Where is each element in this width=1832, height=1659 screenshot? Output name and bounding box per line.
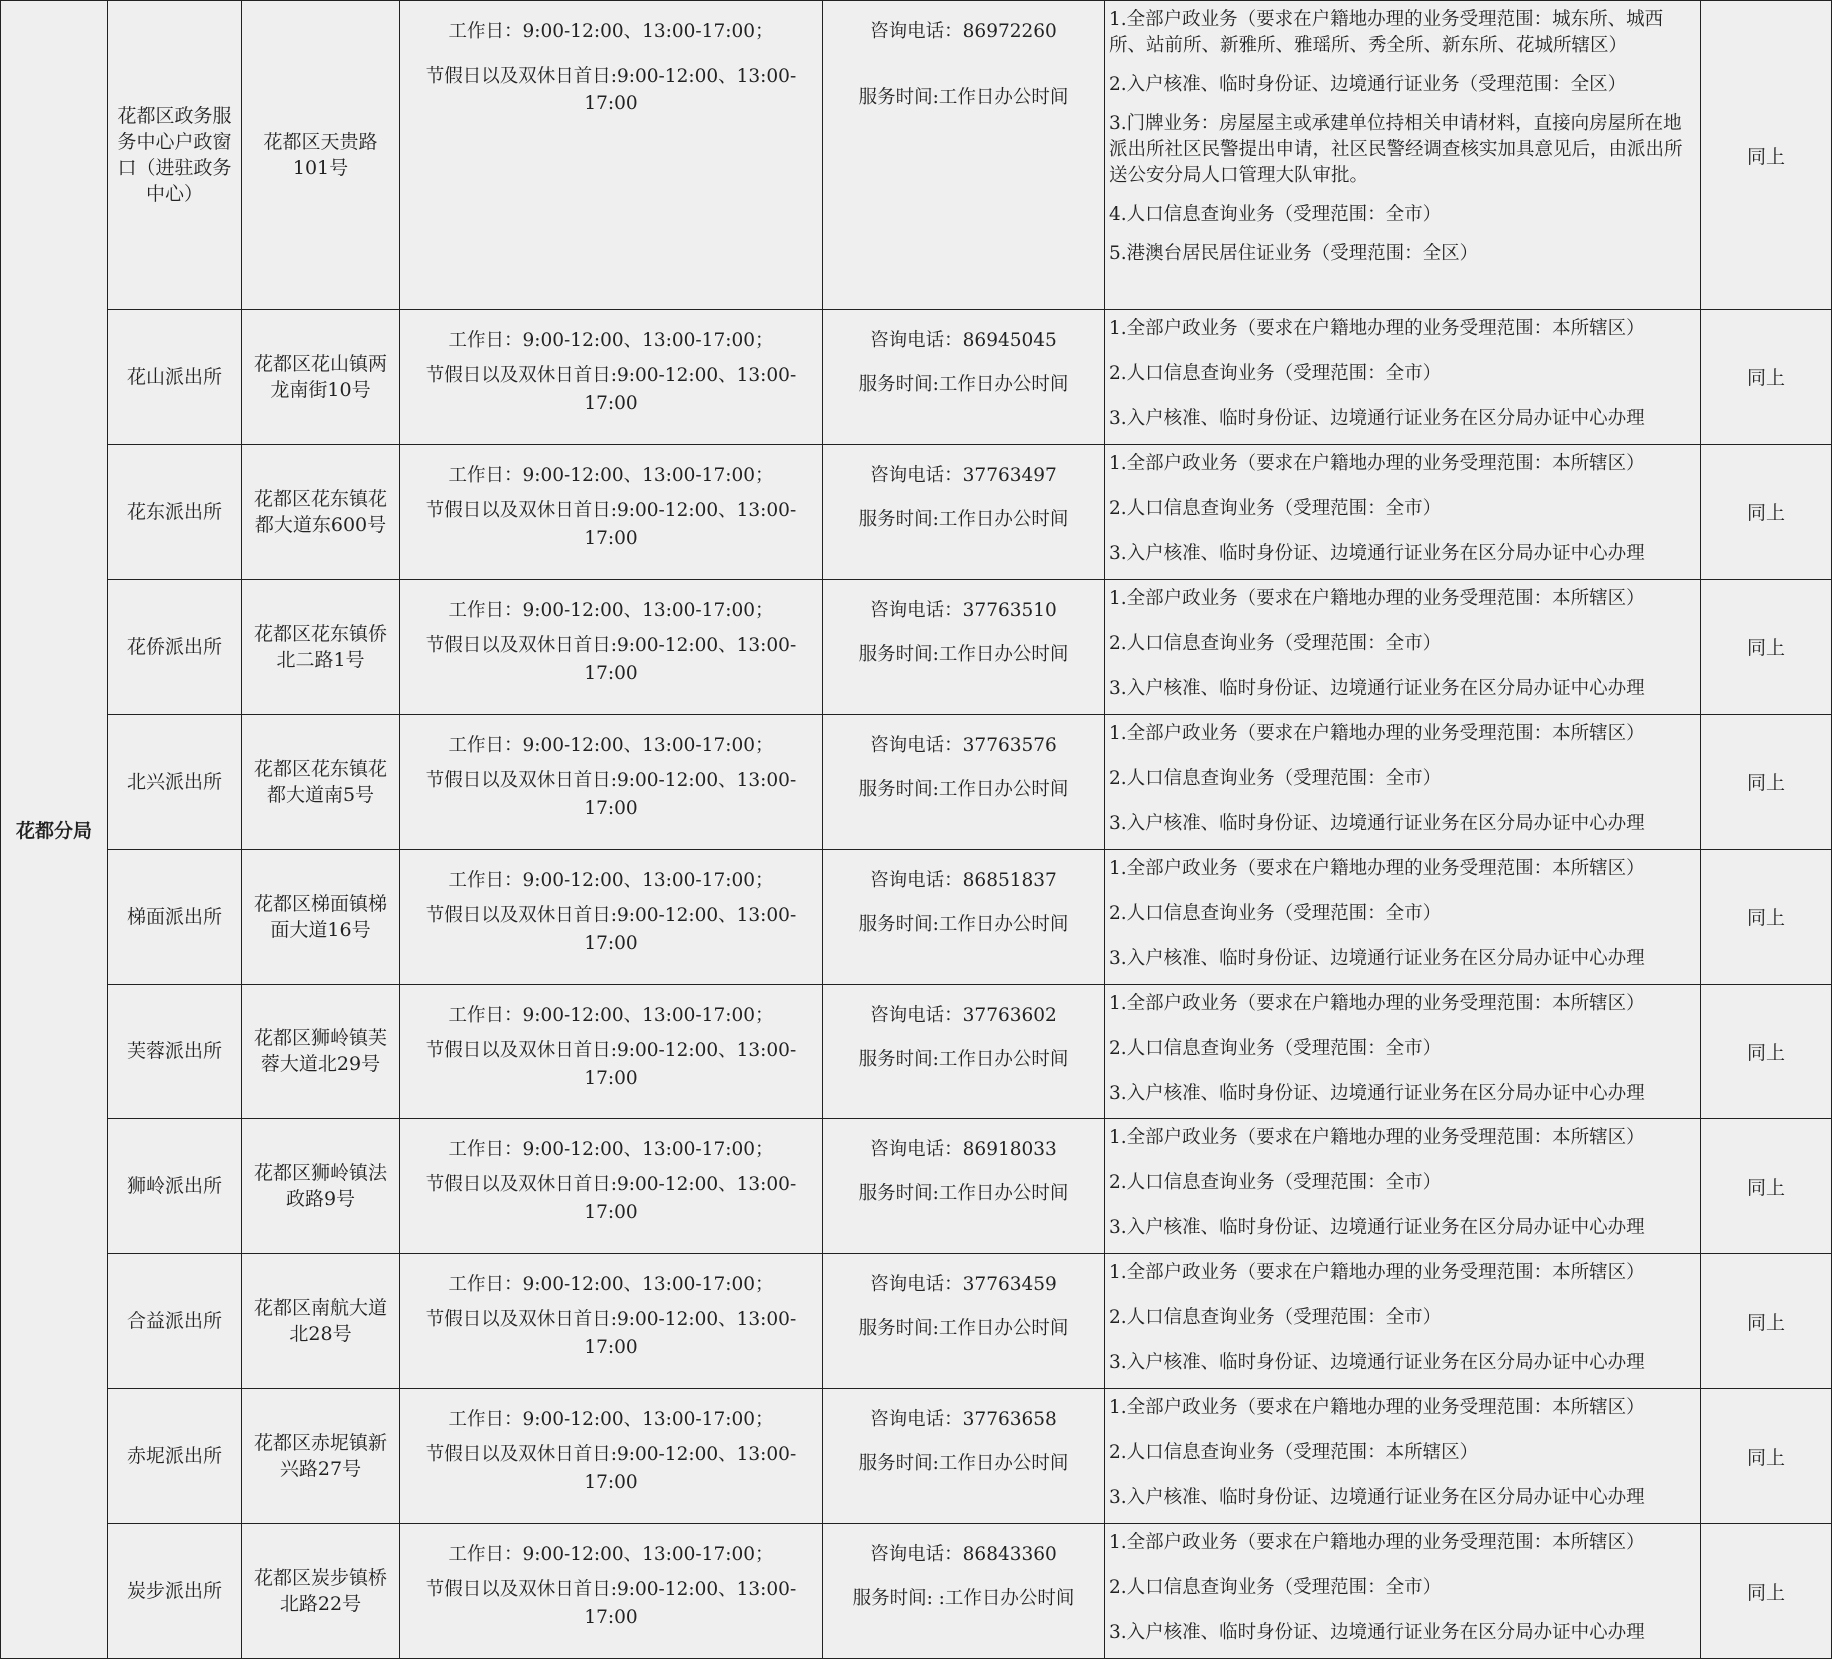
station-name-cell xyxy=(108,1254,242,1389)
working-day-hours: 工作日：9:00-12:00、13:00-17:00； xyxy=(448,1274,774,1296)
station-name-cell xyxy=(108,714,242,849)
station-name-cell xyxy=(108,1,242,310)
working-day-hours: 工作日：9:00-12:00、13:00-17:00； xyxy=(448,1139,774,1161)
station-name: 狮岭派出所 xyxy=(126,1175,222,1198)
note-text: 同上 xyxy=(1746,367,1785,390)
hours-clip xyxy=(400,580,822,684)
service-time: 服务时间:工作日办公时间 xyxy=(858,1453,1069,1475)
hours-cell xyxy=(400,1119,823,1254)
note-text: 同上 xyxy=(1746,907,1785,930)
hours-cell xyxy=(400,579,823,714)
phone-box xyxy=(823,985,1104,1073)
note-text: 同上 xyxy=(1746,145,1785,168)
consult-phone: 咨询电话：37763576 xyxy=(870,734,1057,756)
note-text: 同上 xyxy=(1746,1041,1785,1064)
holiday-hours: 节假日以及双休日首日:9:00-12:00、13:00-17:00 xyxy=(425,1579,797,1629)
table-row xyxy=(1,1119,1832,1254)
station-address: 花都区花山镇两龙南街10号 xyxy=(253,352,387,401)
hours-cell xyxy=(400,984,823,1119)
hours-clip xyxy=(400,985,822,1089)
business-item: 1.全部户政业务（要求在户籍地办理的业务受理范围：本所辖区） xyxy=(1109,992,1645,1014)
consult-phone: 咨询电话：37763459 xyxy=(870,1274,1057,1296)
station-address: 花都区赤坭镇新兴路27号 xyxy=(253,1432,387,1481)
phone-cell xyxy=(823,579,1105,714)
consult-phone: 咨询电话：86945045 xyxy=(870,330,1057,352)
working-day-hours: 工作日：9:00-12:00、13:00-17:00； xyxy=(448,599,774,621)
hours-box xyxy=(400,715,822,823)
working-day-hours: 工作日：9:00-12:00、13:00-17:00； xyxy=(448,21,774,42)
hours-clip xyxy=(400,1119,822,1224)
note-cell xyxy=(1701,579,1832,714)
note-cell xyxy=(1701,1524,1832,1659)
phone-cell xyxy=(823,1389,1105,1524)
hours-box xyxy=(400,1389,822,1497)
branch-name: 花都分局 xyxy=(15,820,92,842)
service-time: 服务时间:工作日办公时间 xyxy=(858,643,1069,665)
table-row xyxy=(1,310,1832,445)
hours-box xyxy=(400,445,822,553)
station-name-cell xyxy=(108,579,242,714)
business-item: 3.入户核准、临时身份证、边境通行证业务在区分局办证中心办理 xyxy=(1109,408,1645,430)
business-list xyxy=(1105,1524,1700,1646)
hours-clip xyxy=(400,715,822,819)
station-address-cell xyxy=(242,310,400,445)
consult-phone: 咨询电话：37763497 xyxy=(870,464,1057,486)
business-item: 3.门牌业务：房屋屋主或承建单位持相关申请材料，直接向房屋所在地派出所社区民警提出申请，社区民警经调查核实加具意见后，由派出所送公安分局人口管理大队审批。 xyxy=(1109,113,1683,186)
business-list xyxy=(1105,1119,1700,1241)
working-day-hours: 工作日：9:00-12:00、13:00-17:00； xyxy=(448,1004,774,1026)
business-item: 1.全部户政业务（要求在户籍地办理的业务受理范围：本所辖区） xyxy=(1109,1397,1645,1419)
table-row xyxy=(1,984,1832,1119)
table-row xyxy=(1,714,1832,849)
station-name-cell xyxy=(108,310,242,445)
phone-box xyxy=(823,445,1104,533)
business-list xyxy=(1105,985,1700,1107)
business-item: 2.人口信息查询业务（受理范围：全市） xyxy=(1109,1577,1442,1599)
note-text: 同上 xyxy=(1746,1176,1785,1199)
station-name-cell xyxy=(108,1389,242,1524)
phone-cell xyxy=(823,310,1105,445)
note-cell xyxy=(1701,444,1832,579)
business-item: 2.人口信息查询业务（受理范围：全市） xyxy=(1109,1172,1442,1194)
business-cell xyxy=(1105,444,1701,579)
table-row xyxy=(1,1,1832,310)
hours-cell xyxy=(400,310,823,445)
business-cell xyxy=(1105,849,1701,984)
phone-cell xyxy=(823,984,1105,1119)
business-item: 2.人口信息查询业务（受理范围：全市） xyxy=(1109,767,1442,789)
phone-box xyxy=(823,715,1104,803)
hours-clip xyxy=(400,1389,822,1494)
holiday-hours: 节假日以及双休日首日:9:00-12:00、13:00-17:00 xyxy=(425,499,797,549)
service-time: 服务时间:工作日办公时间 xyxy=(858,913,1069,935)
service-time: 服务时间:工作日办公时间 xyxy=(858,1048,1069,1070)
hours-box xyxy=(400,1119,822,1227)
business-list xyxy=(1105,580,1700,702)
table-row xyxy=(1,1524,1832,1659)
working-day-hours: 工作日：9:00-12:00、13:00-17:00； xyxy=(448,330,774,352)
hours-cell xyxy=(400,1,823,310)
note-cell xyxy=(1701,849,1832,984)
consult-phone: 咨询电话：86918033 xyxy=(870,1139,1057,1161)
business-list xyxy=(1105,850,1700,972)
hours-box xyxy=(400,310,822,418)
business-item: 1.全部户政业务（要求在户籍地办理的业务受理范围：本所辖区） xyxy=(1109,318,1645,340)
business-item: 3.入户核准、临时身份证、边境通行证业务在区分局办证中心办理 xyxy=(1109,677,1645,699)
station-address-cell xyxy=(242,984,400,1119)
service-time: 服务时间:工作日办公时间 xyxy=(858,1318,1069,1340)
service-time: 服务时间: :工作日办公时间 xyxy=(852,1588,1075,1610)
note-cell xyxy=(1701,310,1832,445)
business-item: 1.全部户政业务（要求在户籍地办理的业务受理范围：本所辖区） xyxy=(1109,722,1645,744)
hours-cell xyxy=(400,714,823,849)
business-item: 3.入户核准、临时身份证、边境通行证业务在区分局办证中心办理 xyxy=(1109,1217,1645,1239)
station-address-cell xyxy=(242,1254,400,1389)
station-name-cell xyxy=(108,1119,242,1254)
service-time: 服务时间:工作日办公时间 xyxy=(858,87,1069,108)
station-address-cell xyxy=(242,1,400,310)
note-text: 同上 xyxy=(1746,502,1785,525)
note-text: 同上 xyxy=(1746,1311,1785,1334)
business-item: 2.人口信息查询业务（受理范围：全市） xyxy=(1109,1037,1442,1059)
station-address: 花都区花东镇花都大道南5号 xyxy=(253,757,387,806)
business-item: 3.入户核准、临时身份证、边境通行证业务在区分局办证中心办理 xyxy=(1109,947,1645,969)
business-item: 4.人口信息查询业务（受理范围：全市） xyxy=(1109,204,1442,225)
holiday-hours: 节假日以及双休日首日:9:00-12:00、13:00-17:00 xyxy=(425,1309,797,1359)
phone-box xyxy=(823,1119,1104,1207)
consult-phone: 咨询电话：37763510 xyxy=(870,599,1057,621)
hours-clip xyxy=(400,1254,822,1359)
business-item: 2.人口信息查询业务（受理范围：全市） xyxy=(1109,363,1442,385)
hours-cell xyxy=(400,444,823,579)
station-address-cell xyxy=(242,444,400,579)
business-list xyxy=(1105,445,1700,567)
station-name-cell xyxy=(108,849,242,984)
consult-phone: 咨询电话：37763658 xyxy=(870,1409,1057,1431)
business-item: 2.人口信息查询业务（受理范围：全市） xyxy=(1109,902,1442,924)
table-body xyxy=(1,1,1832,1659)
phone-box xyxy=(823,1389,1104,1477)
table-row xyxy=(1,444,1832,579)
table-row xyxy=(1,849,1832,984)
hours-box xyxy=(400,985,822,1093)
business-item: 2.入户核准、临时身份证、边境通行证业务（受理范围：全区） xyxy=(1109,74,1627,95)
business-list xyxy=(1105,1,1700,267)
holiday-hours: 节假日以及双休日首日:9:00-12:00、13:00-17:00 xyxy=(425,66,797,114)
business-item: 1.全部户政业务（要求在户籍地办理的业务受理范围：本所辖区） xyxy=(1109,452,1645,474)
business-item: 1.全部户政业务（要求在户籍地办理的业务受理范围：本所辖区） xyxy=(1109,857,1645,879)
note-text: 同上 xyxy=(1746,1446,1785,1469)
consult-phone: 咨询电话：86851837 xyxy=(870,869,1057,891)
station-name: 花侨派出所 xyxy=(126,635,222,658)
hours-clip xyxy=(400,850,822,954)
hours-cell xyxy=(400,1389,823,1524)
station-address: 花都区炭步镇桥北路22号 xyxy=(253,1567,387,1616)
holiday-hours: 节假日以及双休日首日:9:00-12:00、13:00-17:00 xyxy=(425,904,797,954)
hours-box xyxy=(400,1254,822,1362)
service-time: 服务时间:工作日办公时间 xyxy=(858,508,1069,530)
table-row xyxy=(1,1389,1832,1524)
business-cell xyxy=(1105,1524,1701,1659)
note-text: 同上 xyxy=(1746,637,1785,660)
note-cell xyxy=(1701,1254,1832,1389)
consult-phone: 咨询电话：86972260 xyxy=(870,21,1057,42)
phone-cell xyxy=(823,444,1105,579)
holiday-hours: 节假日以及双休日首日:9:00-12:00、13:00-17:00 xyxy=(425,634,797,684)
business-item: 1.全部户政业务（要求在户籍地办理的业务受理范围：本所辖区） xyxy=(1109,1127,1645,1149)
hours-box xyxy=(400,850,822,958)
hours-box xyxy=(400,1524,822,1632)
station-name: 炭步派出所 xyxy=(126,1580,222,1603)
phone-box xyxy=(823,1254,1104,1342)
station-address-cell xyxy=(242,1119,400,1254)
business-cell xyxy=(1105,579,1701,714)
hours-cell xyxy=(400,1254,823,1389)
business-item: 3.入户核准、临时身份证、边境通行证业务在区分局办证中心办理 xyxy=(1109,1352,1645,1374)
business-item: 2.人口信息查询业务（受理范围：全市） xyxy=(1109,1307,1442,1329)
station-address: 花都区天贵路101号 xyxy=(263,131,378,180)
note-cell xyxy=(1701,984,1832,1119)
holiday-hours: 节假日以及双休日首日:9:00-12:00、13:00-17:00 xyxy=(425,1444,797,1494)
working-day-hours: 工作日：9:00-12:00、13:00-17:00； xyxy=(448,464,774,486)
station-name: 花都区政务服务中心户政窗口（进驻政务中心） xyxy=(117,105,232,206)
business-list xyxy=(1105,1254,1700,1376)
phone-cell xyxy=(823,714,1105,849)
station-name-cell xyxy=(108,1524,242,1659)
business-item: 3.入户核准、临时身份证、边境通行证业务在区分局办证中心办理 xyxy=(1109,1622,1645,1644)
station-name: 赤坭派出所 xyxy=(126,1445,222,1468)
phone-cell xyxy=(823,1,1105,310)
working-day-hours: 工作日：9:00-12:00、13:00-17:00； xyxy=(448,1544,774,1566)
holiday-hours: 节假日以及双休日首日:9:00-12:00、13:00-17:00 xyxy=(425,769,797,819)
business-list xyxy=(1105,310,1700,432)
phone-box xyxy=(823,580,1104,668)
business-cell xyxy=(1105,984,1701,1119)
business-item: 2.人口信息查询业务（受理范围：本所辖区） xyxy=(1109,1442,1479,1464)
business-item: 3.入户核准、临时身份证、边境通行证业务在区分局办证中心办理 xyxy=(1109,812,1645,834)
service-time: 服务时间:工作日办公时间 xyxy=(858,374,1069,396)
station-address: 花都区梯面镇梯面大道16号 xyxy=(253,892,387,941)
business-item: 1.全部户政业务（要求在户籍地办理的业务受理范围：本所辖区） xyxy=(1109,1532,1645,1554)
table-row xyxy=(1,1254,1832,1389)
station-name: 芙蓉派出所 xyxy=(126,1040,222,1063)
hours-clip xyxy=(400,1524,822,1629)
phone-box xyxy=(823,1524,1104,1612)
hours-box xyxy=(400,580,822,688)
station-name: 花山派出所 xyxy=(126,365,222,388)
working-day-hours: 工作日：9:00-12:00、13:00-17:00； xyxy=(448,1409,774,1431)
phone-box xyxy=(823,1,1104,111)
note-text: 同上 xyxy=(1746,1581,1785,1604)
holiday-hours: 节假日以及双休日首日:9:00-12:00、13:00-17:00 xyxy=(425,365,797,415)
station-name: 花东派出所 xyxy=(126,500,222,523)
station-address: 花都区狮岭镇法政路9号 xyxy=(253,1162,387,1211)
business-item: 5.港澳台居民居住证业务（受理范围：全区） xyxy=(1109,243,1479,264)
business-cell xyxy=(1105,714,1701,849)
station-address-cell xyxy=(242,849,400,984)
working-day-hours: 工作日：9:00-12:00、13:00-17:00； xyxy=(448,734,774,756)
hours-clip xyxy=(400,445,822,549)
business-list xyxy=(1105,1389,1700,1511)
hours-cell xyxy=(400,1524,823,1659)
phone-cell xyxy=(823,1254,1105,1389)
phone-cell xyxy=(823,1119,1105,1254)
business-item: 3.入户核准、临时身份证、边境通行证业务在区分局办证中心办理 xyxy=(1109,1082,1645,1104)
business-list xyxy=(1105,715,1700,837)
business-item: 2.人口信息查询业务（受理范围：全市） xyxy=(1109,497,1442,519)
holiday-hours: 节假日以及双休日首日:9:00-12:00、13:00-17:00 xyxy=(425,1174,797,1224)
phone-cell xyxy=(823,849,1105,984)
station-name: 北兴派出所 xyxy=(126,770,222,793)
station-address-cell xyxy=(242,1524,400,1659)
station-address-cell xyxy=(242,1389,400,1524)
business-cell xyxy=(1105,1119,1701,1254)
business-item: 1.全部户政业务（要求在户籍地办理的业务受理范围：本所辖区） xyxy=(1109,587,1645,609)
station-name-cell xyxy=(108,444,242,579)
consult-phone: 咨询电话：86843360 xyxy=(870,1544,1057,1566)
business-item: 2.人口信息查询业务（受理范围：全市） xyxy=(1109,632,1442,654)
station-name: 合益派出所 xyxy=(126,1310,222,1333)
business-cell xyxy=(1105,1389,1701,1524)
phone-box xyxy=(823,850,1104,938)
consult-phone: 咨询电话：37763602 xyxy=(870,1004,1057,1026)
holiday-hours: 节假日以及双休日首日:9:00-12:00、13:00-17:00 xyxy=(425,1039,797,1089)
station-name: 梯面派出所 xyxy=(126,905,222,928)
hours-clip xyxy=(400,310,822,415)
station-address: 花都区花东镇花都大道东600号 xyxy=(253,487,387,536)
service-time: 服务时间:工作日办公时间 xyxy=(858,778,1069,800)
hours-box xyxy=(400,1,822,117)
note-cell xyxy=(1701,1119,1832,1254)
note-cell xyxy=(1701,714,1832,849)
working-day-hours: 工作日：9:00-12:00、13:00-17:00； xyxy=(448,869,774,891)
business-cell xyxy=(1105,1,1701,310)
business-cell xyxy=(1105,1254,1701,1389)
hours-clip xyxy=(400,1,822,307)
note-cell xyxy=(1701,1,1832,310)
business-item: 3.入户核准、临时身份证、边境通行证业务在区分局办证中心办理 xyxy=(1109,542,1645,564)
phone-box xyxy=(823,310,1104,398)
business-item: 3.入户核准、临时身份证、边境通行证业务在区分局办证中心办理 xyxy=(1109,1487,1645,1509)
station-address: 花都区狮岭镇芙蓉大道北29号 xyxy=(253,1027,387,1076)
table-row xyxy=(1,579,1832,714)
hours-cell xyxy=(400,849,823,984)
service-time: 服务时间:工作日办公时间 xyxy=(858,1183,1069,1205)
station-address-cell xyxy=(242,579,400,714)
branch-name-cell xyxy=(1,1,108,1659)
business-item: 1.全部户政业务（要求在户籍地办理的业务受理范围：城东所、城西所、站前所、新雅所、雅瑶所、秀全所、新东所、花城所辖区） xyxy=(1109,9,1664,56)
business-cell xyxy=(1105,310,1701,445)
station-name-cell xyxy=(108,984,242,1119)
note-text: 同上 xyxy=(1746,772,1785,795)
station-address: 花都区花东镇侨北二路1号 xyxy=(253,622,387,671)
note-cell xyxy=(1701,1389,1832,1524)
business-item: 1.全部户政业务（要求在户籍地办理的业务受理范围：本所辖区） xyxy=(1109,1262,1645,1284)
station-address: 花都区南航大道北28号 xyxy=(253,1297,387,1346)
station-address-cell xyxy=(242,714,400,849)
phone-cell xyxy=(823,1524,1105,1659)
